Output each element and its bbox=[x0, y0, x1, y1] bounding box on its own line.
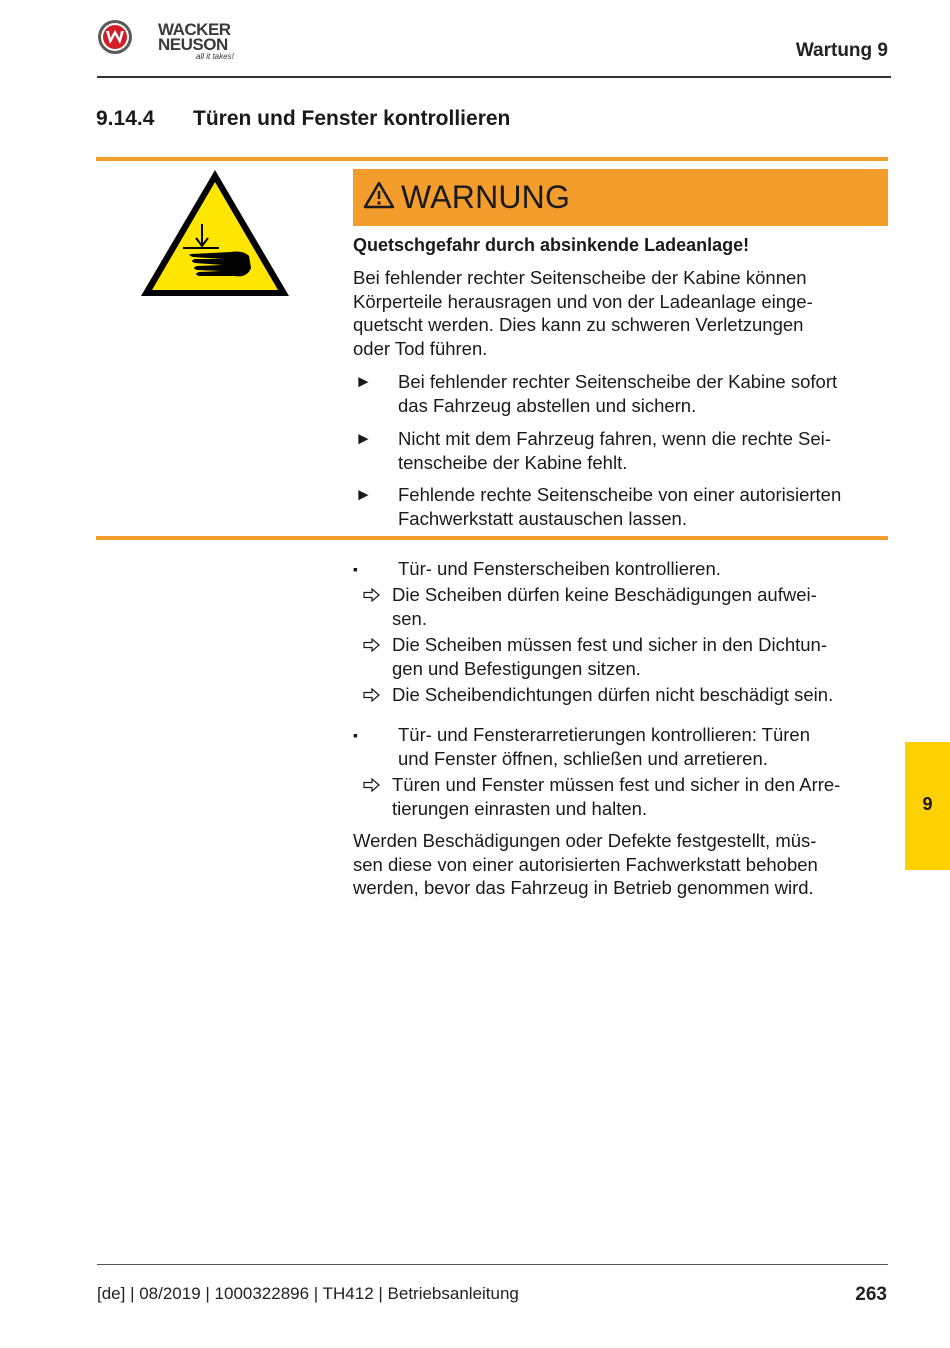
warning-step-line: das Fahrzeug abstellen und sichern. bbox=[398, 394, 697, 416]
result-text bbox=[392, 633, 888, 680]
warning-step-line: tenscheibe der Kabine fehlt. bbox=[398, 451, 628, 473]
header-section-label: Wartung 9 bbox=[795, 40, 888, 61]
task-line: Tür- und Fensterarretierungen kontrollieren: Türen bbox=[398, 724, 811, 745]
chapter-side-tab[interactable] bbox=[905, 742, 950, 870]
closing-line: werden, bevor das Fahrzeug in Betrieb genommen wird. bbox=[353, 877, 814, 898]
task-line: Tür- und Fensterscheiben kontrollieren. bbox=[398, 558, 721, 579]
section-title: Türen und Fenster kontrollieren bbox=[193, 107, 511, 130]
warning-headline: Quetschgefahr durch absinkende Ladeanlage! bbox=[353, 235, 750, 255]
task-text bbox=[398, 723, 888, 770]
result-text bbox=[392, 773, 888, 820]
result-line: gen und Befestigungen sitzen. bbox=[392, 657, 641, 679]
warning-paragraph-line: Bei fehlender rechter Seitenscheibe der Kabine können bbox=[353, 267, 807, 288]
result-line: sen. bbox=[392, 607, 427, 629]
warning-paragraph bbox=[353, 266, 873, 360]
closing-paragraph bbox=[353, 829, 873, 900]
step-marker: ► bbox=[355, 372, 372, 391]
result-line: Die Scheiben müssen fest und sicher in den Dichtun- bbox=[392, 634, 827, 655]
result-line: Die Scheiben dürfen keine Beschädigungen aufwei- bbox=[392, 584, 817, 605]
warning-paragraph-line: oder Tod führen. bbox=[353, 337, 488, 359]
result-line: Die Scheibendichtungen dürfen nicht beschädigt sein. bbox=[392, 684, 834, 705]
footer-divider bbox=[97, 1264, 888, 1265]
closing-line: sen diese von einer autorisierten Fachwerkstatt behoben bbox=[353, 853, 818, 875]
footer-document-info: [de] | 08/2019 | 1000322896 | TH412 | Betriebsanleitung bbox=[97, 1284, 519, 1303]
task-line: und Fenster öffnen, schließen und arretieren. bbox=[398, 747, 768, 769]
warning-step-line: Bei fehlender rechter Seitenscheibe der Kabine sofort bbox=[398, 371, 838, 392]
warning-bottom-rule bbox=[96, 536, 888, 540]
result-line: tierungen einrasten und halten. bbox=[392, 797, 648, 819]
warning-step-line: Fachwerkstatt austauschen lassen. bbox=[398, 507, 687, 529]
wacker-neuson-logo-icon bbox=[97, 19, 133, 55]
warning-step bbox=[398, 427, 890, 474]
warning-step-line: Fehlende rechte Seitenscheibe von einer autorisierten bbox=[398, 484, 842, 505]
chapter-tab-label: 9 bbox=[922, 794, 933, 814]
result-line: Türen und Fenster müssen fest und sicher in den Arre- bbox=[392, 774, 841, 795]
header-divider bbox=[97, 76, 891, 78]
warning-step bbox=[398, 370, 890, 417]
warning-step-line: Nicht mit dem Fahrzeug fahren, wenn die rechte Sei- bbox=[398, 428, 831, 449]
task-text bbox=[398, 557, 888, 581]
page-number: 263 bbox=[855, 1284, 887, 1305]
warning-signal-word: WARNUNG bbox=[401, 179, 571, 215]
logo-line-2: NEUSON bbox=[158, 35, 228, 54]
result-arrow-icon bbox=[363, 638, 381, 652]
task-bullet: ▪ bbox=[353, 727, 358, 743]
logo-line-1: WACKER bbox=[158, 20, 231, 39]
result-arrow-icon bbox=[363, 588, 381, 602]
step-marker: ► bbox=[355, 485, 372, 504]
warning-top-rule bbox=[96, 157, 888, 161]
result-text bbox=[392, 683, 888, 707]
section-number: 9.14.4 bbox=[96, 107, 155, 130]
warning-paragraph-line: quetscht werden. Dies kann zu schweren Verletzungen bbox=[353, 314, 804, 335]
hand-crush-warning-icon bbox=[139, 168, 291, 298]
step-marker: ► bbox=[355, 429, 372, 448]
result-arrow-icon bbox=[363, 778, 381, 792]
task-bullet: ▪ bbox=[353, 561, 358, 577]
result-text bbox=[392, 583, 888, 630]
result-arrow-icon bbox=[363, 688, 381, 702]
warning-paragraph-line: Körperteile herausragen und von der Ladeanlage einge- bbox=[353, 290, 813, 312]
logo-tagline: all it takes! bbox=[196, 52, 234, 61]
warning-step bbox=[398, 483, 890, 530]
warning-signal-bar bbox=[353, 169, 888, 226]
warning-triangle-icon bbox=[363, 181, 395, 214]
closing-line: Werden Beschädigungen oder Defekte festgestellt, müs- bbox=[353, 830, 817, 851]
brand-wordmark bbox=[158, 22, 248, 64]
